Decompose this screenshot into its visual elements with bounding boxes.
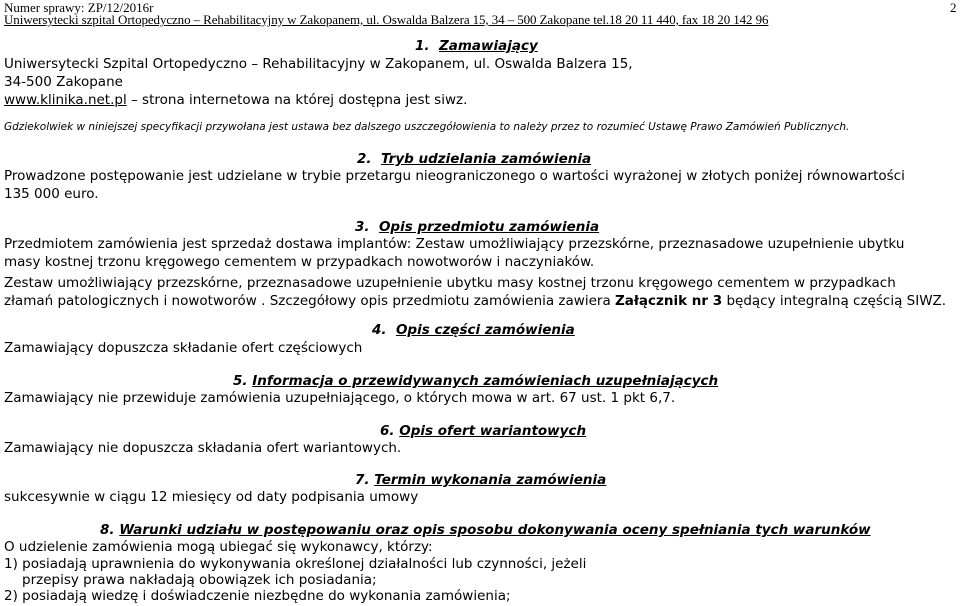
- section-8-number: 8.: [100, 522, 115, 538]
- section-8-item-2: 2) posiadają wiedzę i doświadczenie niezbędne do wykonania zamówienia;: [4, 588, 511, 604]
- section-8-item-1-line-2: przepisy prawa nakładają obowiązek ich posiadania;: [22, 572, 377, 588]
- section-7-number: 7.: [355, 472, 370, 488]
- section-7-text: sukcesywnie w ciągu 12 miesięcy od daty podpisania umowy: [4, 489, 419, 505]
- section-4-number: 4.: [372, 322, 387, 338]
- section-3-number: 3.: [355, 219, 370, 235]
- section-1-heading: [415, 37, 538, 56]
- attachment-reference: Załącznik nr 3: [615, 293, 723, 309]
- section-4-heading: [372, 321, 575, 340]
- section-2-number: 2.: [357, 151, 372, 167]
- document-header-case-number: Numer sprawy: ZP/12/2016r: [4, 0, 154, 15]
- website-description: – strona internetowa na której dostępna jest siwz.: [126, 92, 468, 108]
- section-1-number: 1.: [415, 38, 430, 54]
- section-5-text: Zamawiający nie przewiduje zamówienia uzupełniającego, o których mowa w art. 67 ust. 1 pkt 6,7.: [4, 390, 676, 406]
- section-8-title: Warunki udziału w postępowaniu oraz opis sposobu dokonywania oceny spełniania tych warunków: [119, 522, 871, 538]
- section-1-line-1: Uniwersytecki Szpital Ortopedyczno – Rehabilitacyjny w Zakopanem, ul. Oswalda Balzera 15,: [4, 56, 633, 72]
- section-5-title: Informacja o przewidywanych zamówieniach uzupełniających: [252, 373, 719, 389]
- section-3-title: Opis przedmiotu zamówienia: [378, 219, 600, 235]
- section-3-paragraph-2-end: będący integralną częścią SIWZ.: [722, 293, 947, 309]
- section-4-title: Opis części zamówienia: [395, 322, 575, 338]
- section-1-line-2: 34-500 Zakopane: [4, 74, 123, 90]
- section-1-title: Zamawiający: [438, 38, 538, 54]
- section-1-note: Gdziekolwiek w niniejszej specyfikacji przywołana jest ustawa bez dalszego uszczegółowienia to należy przez to rozumieć Ustawę Prawo Zamówień Publicznych.: [4, 121, 850, 133]
- document-header-address: Uniwersytecki szpital Ortopedyczno – Rehabilitacyjny w Zakopanem, ul. Oswalda Balzera 15, 34 – 500 Zakopane tel.18 20 11 440, fax 18 20 142 96: [4, 12, 769, 27]
- section-6-title: Opis ofert wariantowych: [399, 423, 587, 439]
- section-3-paragraph-2-line-1: Zestaw umożliwiający przezskórne, przeznasadowe uzupełnienie ubytku masy kostnej trzonu kręgowego cementem w przypadkach: [4, 275, 896, 291]
- section-6-text: Zamawiający nie dopuszcza składania ofert wariantowych.: [4, 440, 402, 456]
- section-3-paragraph-2-text: złamań patologicznych i nowotworów . Szczegółowy opis przedmiotu zamówienia zawiera: [4, 293, 616, 309]
- section-6-heading: [380, 422, 586, 441]
- section-8-item-1-line-1: 1) posiadają uprawnienia do wykonywania określonej działalności lub czynności, jeżeli: [4, 556, 587, 572]
- section-6-number: 6.: [380, 423, 395, 439]
- section-5-number: 5.: [233, 373, 248, 389]
- section-4-text: Zamawiający dopuszcza składanie ofert częściowych: [4, 340, 363, 356]
- section-3-paragraph-1-line-1: Przedmiotem zamówienia jest sprzedaż dostawa implantów: Zestaw umożliwiający przezskórne, przeznasadowe uzupełnienie ubytku: [4, 236, 905, 252]
- section-3-paragraph-1-line-2: masy kostnej trzonu kręgowego cementem w przypadkach nowotworów i naczyniaków.: [4, 254, 595, 270]
- section-3-paragraph-2-line-2: [4, 292, 946, 311]
- website-link[interactable]: www.klinika.net.pl: [4, 92, 127, 108]
- section-2-line-1: Prowadzone postępowanie jest udzielane w trybie przetargu nieograniczonego o wartości wyrażonej w złotych poniżej równowartości: [4, 168, 905, 184]
- section-2-title: Tryb udzielania zamówienia: [380, 151, 592, 167]
- section-7-title: Termin wykonania zamówienia: [374, 472, 607, 488]
- section-1-website-line: [4, 91, 467, 110]
- section-2-line-2: 135 000 euro.: [4, 186, 99, 202]
- page-number: 2: [950, 0, 957, 15]
- section-8-intro: O udzielenie zamówienia mogą ubiegać się wykonawcy, którzy:: [4, 539, 433, 555]
